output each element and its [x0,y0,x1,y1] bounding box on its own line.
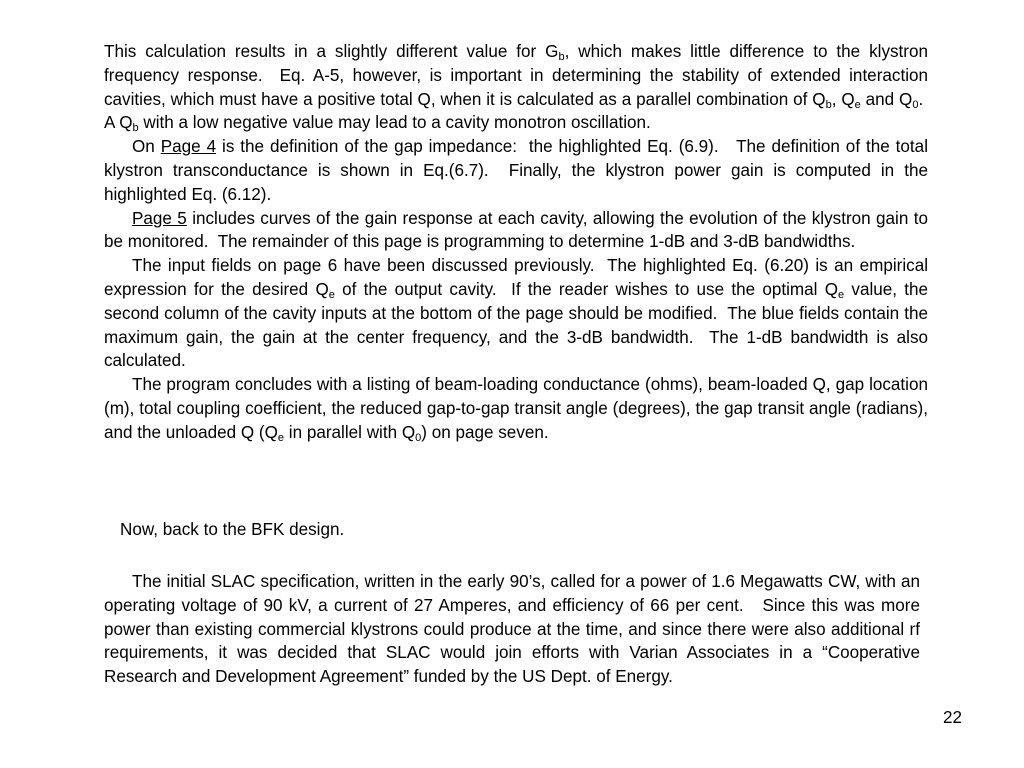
text-run: and Q [860,89,913,109]
page-4-reference: Page 4 [160,137,217,157]
text-run: , which makes little difference to the klystron frequency response. Eq. A-5, however, is important in determining the stability of extended interaction cavities, which must have a positive total Q, when it is calculated as a parallel combination of Q [104,42,928,109]
subscript: e [328,288,335,301]
paragraph-5 [104,373,928,444]
text-run: ) on page seven. [421,422,549,442]
text-run: value, the second column of the cavity inputs at the bottom of the page should be modified. The blue fields contain the maximum gain, the gain at the center frequency, and the 3-dB bandwidth. The 1-dB bandwidth is also calculated. [104,279,929,371]
paragraph-3 [104,207,928,255]
text-run: The program concludes with a listing of beam-loading conductance (ohms), beam-loaded Q, gap location (m), total coupling coefficient, the reduced gap-to-gap transit angle (degrees), the gap transit angle (radians), and the unloaded Q (Q [104,375,928,442]
subscript: e [838,288,845,301]
text-run: includes curves of the gain response at each cavity, allowing the evolution of the klystron gain to be monitored. The remainder of this page is programming to determine 1-dB and 3-dB bandwidths. [104,208,928,252]
body-text [104,40,928,445]
text-run: , Q [831,89,855,109]
subscript: b [132,122,139,135]
closing-paragraph: The initial SLAC specification, written in the early 90’s, called for a power of 1.6 Megawatts CW, with an operating voltage of 90 kV, a current of 27 Amperes, and efficiency of 66 per cent. Since this was more power than existing commercial klystrons could produce at the time, and since there were also additional rf requirements, it was decided that SLAC would join efforts with Varian Associates in a “Cooperative Research and Development Agreement” funded by the US Dept. of Energy. [104,572,920,687]
subscript: b [558,51,565,63]
text-run: in parallel with Q [284,422,416,442]
subscript: e [854,98,861,111]
page-5-reference: Page 5 [132,208,187,228]
paragraph-2 [104,135,928,206]
text-run: . A Q [104,89,928,133]
text-run: with a low negative value may lead to a cavity monotron oscillation. [138,113,651,133]
text-run: The input fields on page 6 have been discussed previously. The highlighted Eq. (6.20) is an empirical expression for the desired Q [104,256,928,299]
page-number: 22 [942,708,962,727]
subscript: e [277,431,285,444]
subscript: 0 [415,431,422,444]
text-run: This calculation results in a slightly different value for G [104,42,559,61]
closing-text [104,570,920,689]
text-run: of the output cavity. If the reader wishes to use the optimal Q [334,279,839,299]
standalone-line: Now, back to the BFK design. [120,520,345,539]
paragraph-1 [104,40,928,135]
text-run: On [132,137,161,157]
paragraph-4 [104,254,928,373]
subscript: 0 [912,98,919,111]
text-run: is the definition of the gap impedance: the highlighted Eq. (6.9). The definition of the total klystron transconductance is shown in Eq.(6.7). Finally, the klystron power gain is computed in the highlighted Eq. (6.12). [104,137,928,204]
subscript: b [825,98,832,111]
